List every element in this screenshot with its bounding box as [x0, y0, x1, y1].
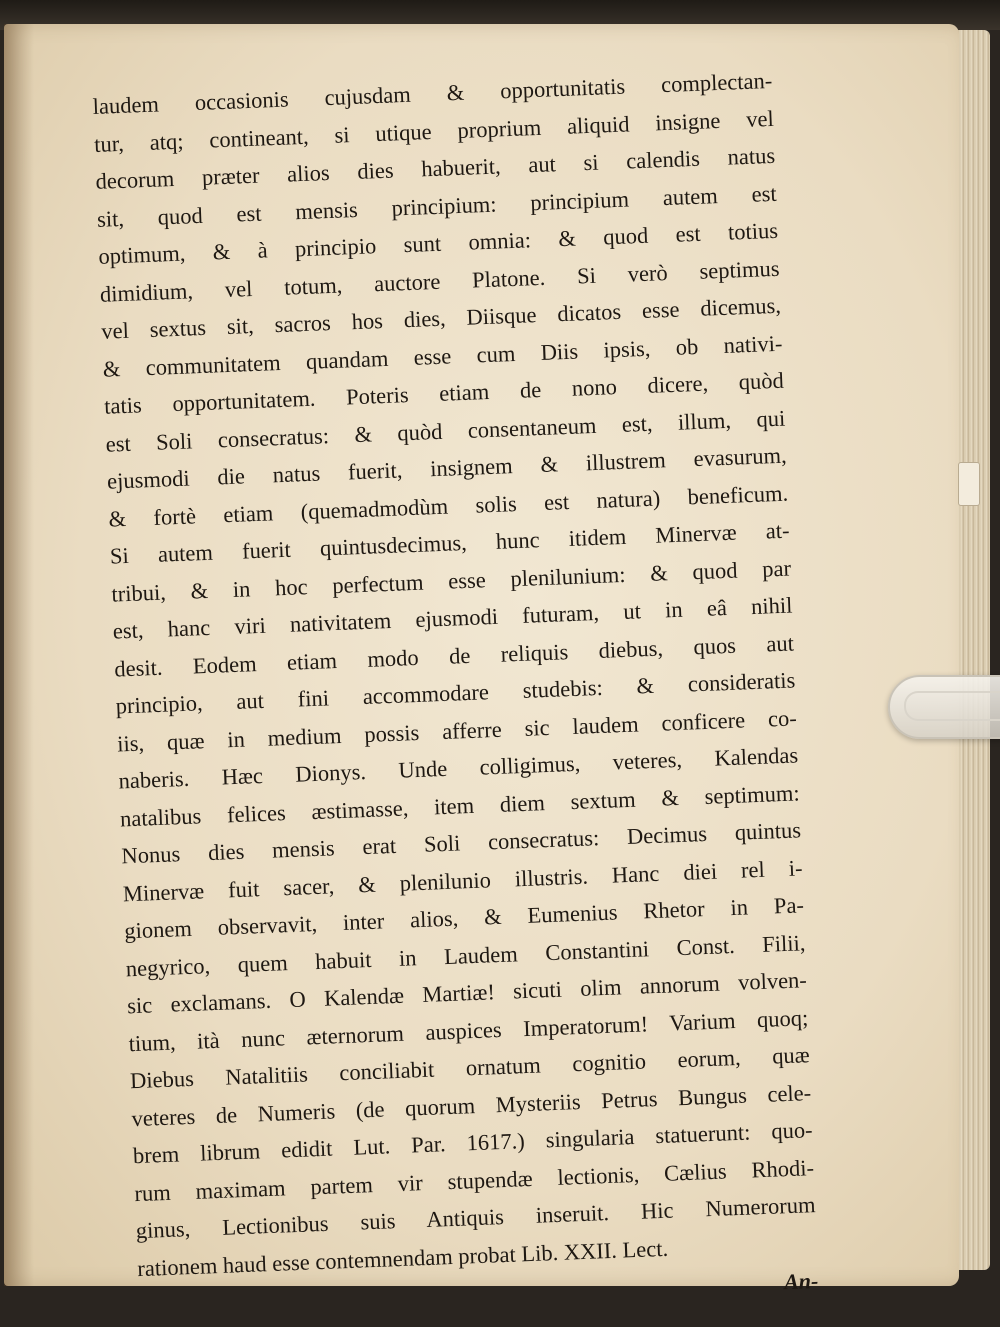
text-line: veteres de Numeris (de quorum Mysteriis Petrus Bungus cele-	[131, 1079, 812, 1131]
text-line: & fortè etiam (quemadmodùm solis est natura) beneficum.	[108, 480, 789, 532]
page-tab	[958, 462, 980, 506]
text-line: sit, quod est mensis principium: principium autem est	[96, 180, 778, 232]
text-line: ejusmodi die natus fuerit, insignem & illustrem evasurum,	[106, 442, 788, 494]
text-line: desit. Eodem etiam modo de reliquis diebus, quos aut	[113, 629, 795, 682]
text-line: & communitatem quandam esse cum Diis ipsis, ob nativi-	[102, 330, 783, 382]
text-line: rum maximam partem vir stupendæ lectionis, Cælius Rhodi-	[133, 1154, 815, 1206]
text-line: Diebus Natalitiis conciliabit ornatum cognitio eorum, quæ	[129, 1042, 811, 1094]
text-line: principio, aut fini accommodare studebis: & consideratis	[115, 667, 796, 719]
text-line: gionem observavit, inter alios, & Eumenius Rhetor in Pa-	[123, 892, 805, 944]
text-line: decorum præter alios dies habuerit, aut si calendis natus	[95, 142, 776, 194]
text-line: tur, atq; contineant, si utique proprium aliquid insigne vel	[93, 105, 775, 157]
clip-loop	[904, 691, 1000, 721]
text-line: Nonus dies mensis erat Soli consecratus: Decimus quintus	[121, 817, 802, 869]
text-line: naberis. Hæc Dionys. Unde colligimus, veteres, Kalendas	[118, 742, 799, 794]
book-page	[4, 24, 959, 1295]
text-line: iis, quæ in medium possis afferre sic laudem conficere co-	[116, 704, 798, 757]
text-line: sic exclamans. O Kalendæ Martiæ! sicuti olim annorum volven-	[126, 967, 808, 1019]
catchword: An-	[783, 1268, 819, 1295]
text-line: tatis opportunitatem. Poteris etiam de nono dicere, quòd	[103, 367, 785, 419]
text-line: optimum, & à principio sunt omnia: & quod est totius	[97, 217, 779, 269]
page-clip	[888, 675, 1000, 739]
text-line: est, hanc viri nativitatem ejusmodi futuram, ut in eâ nihil	[112, 592, 793, 644]
text-line: dimidium, vel totum, auctore Platone. Si verò septimus	[99, 255, 780, 307]
text-line: tium, ità nunc æternorum auspices Imperatorum! Varium quoq;	[128, 1004, 809, 1056]
text-line: natalibus felices æstimasse, item diem sextum & septimum:	[119, 779, 801, 831]
body-text	[92, 61, 839, 1327]
text-line: Minervæ fuit sacer, & plenilunio illustris. Hanc diei rel i-	[122, 854, 803, 906]
text-line: vel sextus sit, sacros hos dies, Diisque dicatos esse dicemus,	[100, 292, 782, 344]
gutter-shadow	[4, 24, 34, 1286]
text-line: rationem haud esse contemnendam probat Lib. XXII. Lect.	[136, 1235, 669, 1281]
text-line: negyrico, quem habuit in Laudem Constantini Const. Filii,	[125, 929, 806, 981]
text-line: est Soli consecratus: & quòd consentaneum est, illum, qui	[105, 405, 786, 457]
text-line: brem librum edidit Lut. Par. 1617.) singularia statuerunt: quo-	[132, 1117, 813, 1169]
text-line: ginus, Lectionibus suis Antiquis inseruit. Hic Numerorum	[135, 1192, 816, 1244]
text-line: tribui, & in hoc perfectum esse plenilunium: & quod par	[110, 555, 792, 607]
text-line: laudem occasionis cujusdam & opportunitatis complectan-	[92, 67, 773, 119]
text-line: Si autem fuerit quintusdecimus, hunc itidem Minervæ at-	[109, 517, 790, 569]
